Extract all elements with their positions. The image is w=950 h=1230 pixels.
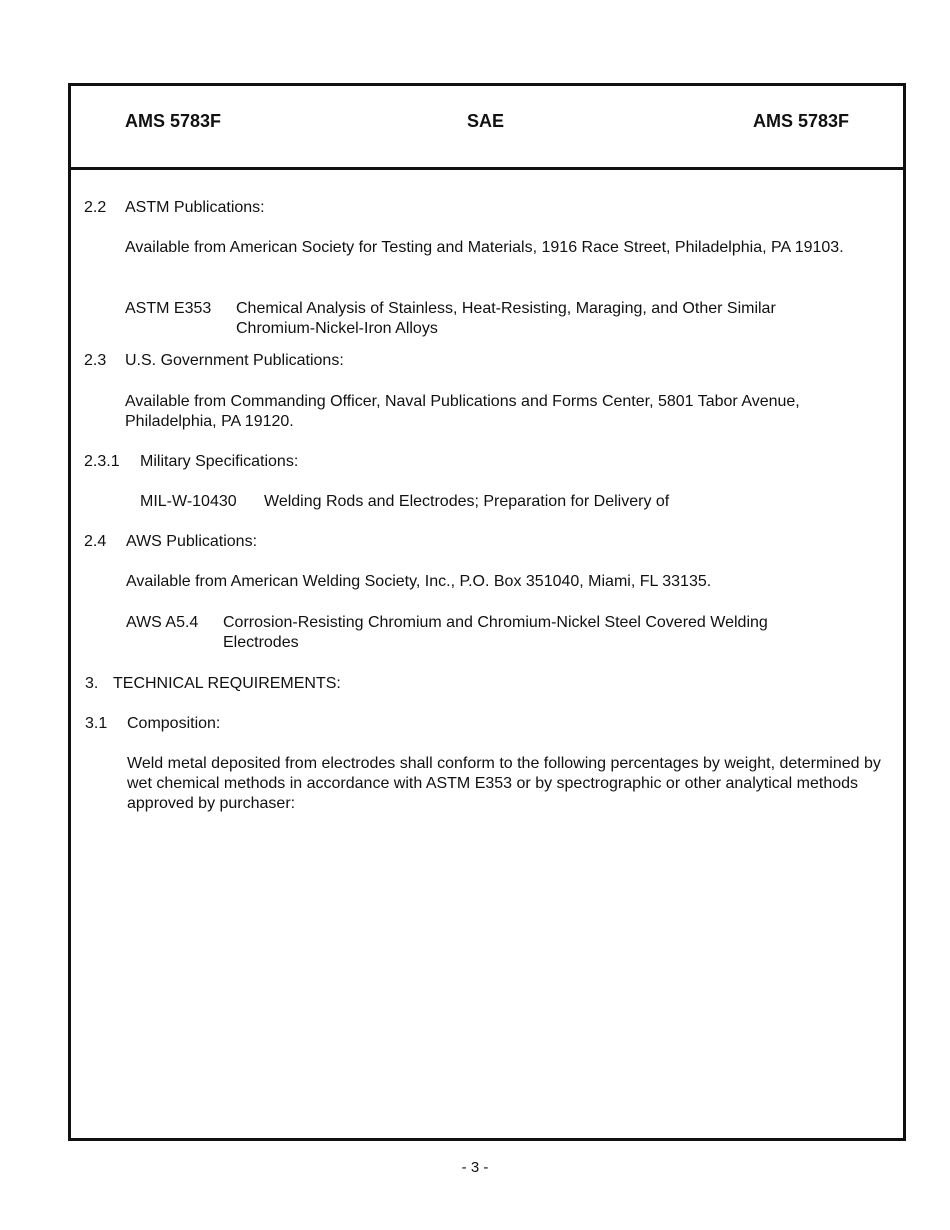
- spec-number-left: AMS 5783F: [125, 111, 222, 131]
- section-title-2-3-1: Military Specifications:: [140, 453, 299, 470]
- section-number-3: 3.: [85, 675, 99, 692]
- section-title-3: TECHNICAL REQUIREMENTS:: [113, 675, 341, 692]
- spec-number-right: AMS 5783F: [752, 111, 849, 131]
- document-header: [71, 86, 903, 170]
- mil-ref-title: Welding Rods and Electrodes; Preparation for Delivery of: [264, 493, 670, 510]
- section-number-2-3: 2.3: [84, 352, 107, 369]
- aws-ref-code: AWS A5.4: [126, 614, 199, 631]
- composition-body: Weld metal deposited from electrodes shall conform to the following percentages by weight, determined by wet chemical methods in accordance with ASTM E353 or by spectrographic or other analytical methods approved by purchaser:: [127, 755, 881, 812]
- section-number-2-3-1: 2.3.1: [84, 453, 120, 470]
- aws-availability: Available from American Welding Society, Inc., P.O. Box 351040, Miami, FL 33135.: [126, 573, 712, 590]
- gov-availability: Available from Commanding Officer, Naval Publications and Forms Center, 5801 Tabor Avenue, Philadelphia, PA 19120.: [125, 393, 800, 430]
- astm-ref-code: ASTM E353: [125, 300, 212, 317]
- section-number-2-2: 2.2: [84, 199, 107, 216]
- aws-ref-title: Corrosion-Resisting Chromium and Chromium-Nickel Steel Covered Welding Electrodes: [223, 614, 768, 651]
- astm-ref-title: Chemical Analysis of Stainless, Heat-Resisting, Maraging, and Other Similar Chromium-Nickel-Iron Alloys: [236, 300, 776, 337]
- section-title-3-1: Composition:: [127, 715, 221, 732]
- section-number-2-4: 2.4: [84, 533, 107, 550]
- astm-availability: Available from American Society for Testing and Materials, 1916 Race Street, Philadelphia, PA 19103.: [125, 239, 844, 256]
- section-number-3-1: 3.1: [85, 715, 108, 732]
- publisher-label: SAE: [467, 111, 505, 131]
- section-title-2-2: ASTM Publications:: [125, 199, 265, 216]
- section-title-2-4: AWS Publications:: [126, 533, 258, 550]
- mil-ref-code: MIL-W-10430: [140, 493, 237, 510]
- section-title-2-3: U.S. Government Publications:: [125, 352, 344, 369]
- page-number: - 3 -: [461, 1159, 489, 1176]
